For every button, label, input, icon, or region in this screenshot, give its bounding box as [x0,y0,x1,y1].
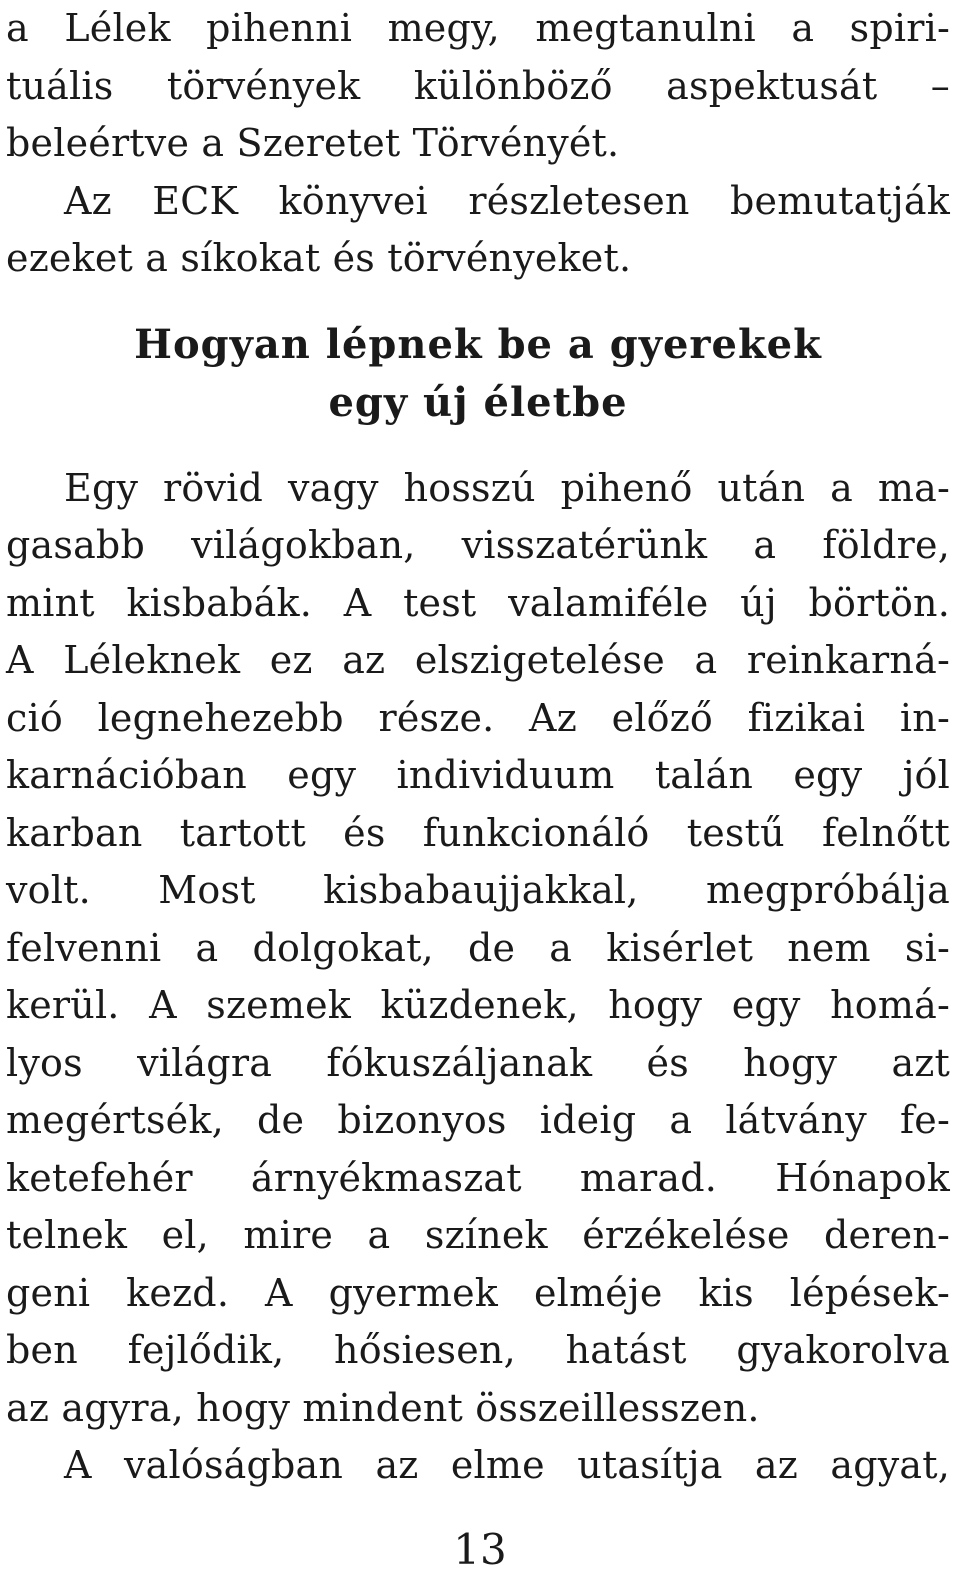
paragraph-2 [6,173,950,288]
text-line: felvenni a dolgokat, de a kisérlet nem si- [6,925,950,970]
text-line: a Lélek pihenni megy, megtanulni a spiri- [6,6,950,50]
text-line: telnek el, mire a színek érzékelése deren- [6,1213,950,1257]
text-line: ció legnehezebb része. Az előző fizikai in- [6,695,950,740]
text-line: A valóságban az elme utasítja az agyat, [64,1443,950,1487]
text-line: ketefehér árnyékmaszat marad. Hónapok [6,1155,950,1200]
paragraph-3 [6,460,950,1438]
text-line: kerül. A szemek küzdenek, hogy egy homá- [6,983,950,1027]
page-number: 13 [453,1525,507,1574]
text-line: geni kezd. A gyermek elméje kis lépések- [6,1270,950,1315]
text-line: mint kisbabák. A test valamiféle új börtön. [6,580,950,625]
text-line: karban tartott és funkcionáló testű felnőtt [6,810,950,855]
text-line: beleértve a Szeretet Törvényét. [6,121,620,165]
text-line: A Léleknek ez az elszigetelése a reinkarná- [6,638,950,682]
book-page [6,0,950,1495]
text-line: gasabb világokban, visszatérünk a földre, [6,523,950,567]
text-line: volt. Most kisbabaujjakkal, megpróbálja [6,868,950,912]
text-line: Egy rövid vagy hosszú pihenő után a ma- [64,465,950,510]
text-line: ben fejlődik, hősiesen, hatást gyakorolva [6,1328,950,1372]
section-heading [6,316,950,432]
text-line: Az ECK könyvei részletesen bemutatják [64,178,950,223]
text-line: az agyra, hogy mindent összeillesszen. [6,1385,760,1430]
heading-line: Hogyan lépnek be a gyerekek [134,320,822,368]
text-line: megértsék, de bizonyos ideig a látvány fe- [6,1098,950,1142]
paragraph-1 [6,0,950,173]
text-line: tuális törvények különböző aspektusát – [6,63,950,108]
heading-line: egy új életbe [328,378,628,426]
text-line: karnációban egy individuum talán egy jól [6,753,950,797]
paragraph-4 [6,1437,950,1495]
text-line: ezeket a síkokat és törvényeket. [6,236,632,280]
text-line: lyos világra fókuszáljanak és hogy azt [6,1040,950,1085]
